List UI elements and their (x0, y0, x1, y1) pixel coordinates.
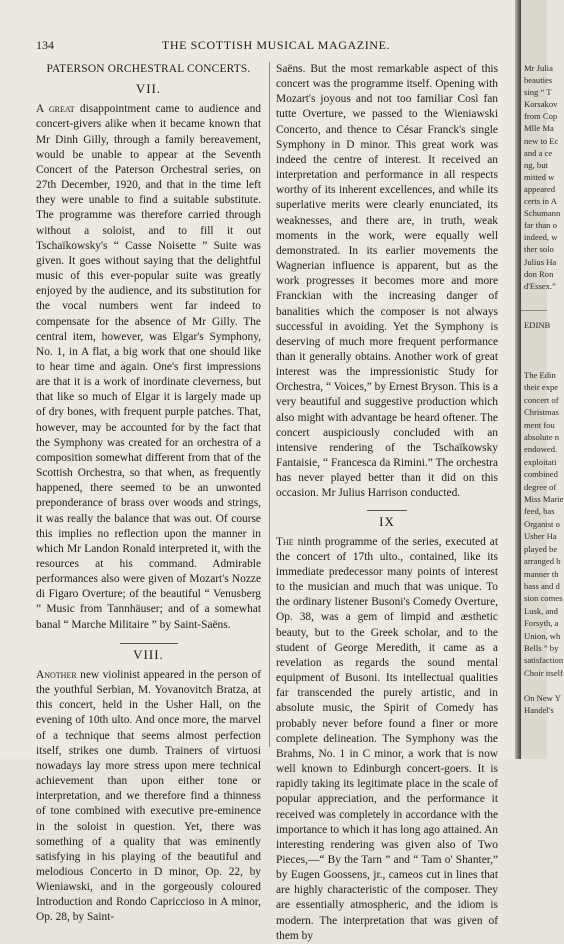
left-column (36, 62, 261, 926)
adjacent-page-line: endowed. (524, 444, 558, 455)
adjacent-page-line: Christmas (524, 407, 559, 418)
adjacent-page-line: Bells ” by (524, 642, 559, 653)
adjacent-page-line: feed, bas (524, 506, 555, 517)
section-number-viii: VIII. (133, 646, 164, 662)
adjacent-page-line (524, 679, 564, 691)
adjacent-page-line: arranged b (524, 556, 561, 567)
adjacent-page-line: absolute n (524, 432, 560, 443)
adjacent-page-line: Korsakov (524, 99, 558, 110)
adjacent-page-edge (521, 0, 564, 759)
section-number-vii: VII. (135, 81, 162, 97)
adjacent-page-text-top (524, 62, 564, 292)
lead-in-viii: Another (36, 668, 77, 681)
adjacent-page-line: ng, but (524, 159, 548, 170)
adjacent-page-heading: EDINB (524, 320, 551, 330)
adjacent-page-line: new to Ec (524, 135, 559, 146)
adjacent-page-line: manner th (524, 568, 559, 579)
adjacent-page-line: far than o (524, 220, 557, 231)
page-number: 134 (36, 38, 54, 52)
lead-in-vii: A great (36, 103, 75, 116)
adjacent-page-line: Schumann (524, 208, 561, 219)
section-number-ix: IX (379, 513, 395, 529)
adjacent-page-line: certs in A (524, 196, 557, 207)
adjacent-page-line: Organist o (524, 518, 560, 529)
adjacent-page-line: Handel's (524, 704, 554, 715)
adjacent-page-rule (521, 310, 547, 311)
adjacent-page-line: Usher Ha (524, 531, 557, 542)
paragraph-viii-continued: Saëns. But the most remarkable aspect of this concert was the programme itself. Opening with Mozart's joyous and not too familiar Così fan tutte Overture, we passed to the Wieniawski Concerto, and thence to César Franck's single Symphony in D minor. This great work was indeed the centre of interest. It received an interpretation and performance in all respects worthy of its inherent excellences, and while its superlative merits were clearly enunciated, its weaknesses, and there are, in truth, weak moments in the work, were equally well demonstrated. In its earlier movements the Wagnerian influence is apparent, but as the work progresses it becomes more and more Franckian with the increasing danger of banalities which the composer is not always successful in avoiding. Yet the Symphony is deserving of much more frequent performance than it generally obtains. Another work of great interest was the impressionistic Study for Orchestra, “ Voices,” by Ernest Bryson. This is a very beautiful and suggestive production which also might with advantage be heard oftener. The concert auspiciously concluded with an intensive rendering of the Tschaïkowsky Fantaisie, “ Francesca da Rimini.” The orchestra has never played better than it did on this occasion. Mr Julius Harrison conducted. (276, 63, 498, 500)
adjacent-page-line: bass and d (524, 580, 560, 591)
adjacent-page-line: The Edin (524, 370, 556, 380)
adjacent-page-line: concert of (524, 394, 559, 405)
lead-in-ix: The (276, 535, 294, 548)
adjacent-page-line: degree of (524, 481, 557, 492)
paragraph-viii (36, 668, 261, 926)
adjacent-page-line: Mr Julia (524, 63, 553, 73)
adjacent-page-line: ment fou (524, 419, 555, 430)
adjacent-page-line: sion comes (524, 593, 563, 604)
adjacent-page-line: sing “ T (524, 87, 552, 98)
paragraph-vii-text: disappointment came to audience and concert-givers alike when it became known that Mr Dinh Gilly, through a family bereavement, would be unable to appear at the Seventh Concert of the Paterson Orchestral series, on 27th December, 1920, and that in the time left they were unable to find a suitable substitute. The programme was therefore carried through without a soloist, and to fill it out Tschaïkowsky's “ Casse Noisette ” Suite was given. It goes without saying that the delightful music of this ever-popular suite was greatly enjoyed by the audience, and its substitution for the vocal numbers went far indeed to compensate for the absence of Mr Gilly. The central item, however, was Elgar's Symphony, No. 1, in A flat, a big work that one should like to hear time and again. One's first impressions are that it is a work of inordinate cleverness, but that like so much of Elgar it is largely made up of dry bones, with frequent purple patches. That, however, may be accounted for by the fact that the Symphony was created for an orchestra of a composition somewhat different from that of the Scottish Orchestra, so that when, as frequently happened, there seemed to be an unwonted preponderance of brass over woods and strings, it was really the balance that was out. Of course this implies no reflection upon the manner in which Mr Landon Ronald interpreted it, with the resources at his command. Admirable performances also were given of Mozart's Nozze di Figaro Overture; of the beautiful “ Venusberg ” Music from Tannhäuser; and of a somewhat banal “ Marche Militaire ” by Saint-Saëns. (36, 103, 261, 631)
section-divider (120, 643, 178, 644)
adjacent-page-line: appeared (524, 183, 556, 194)
paragraph-ix-text: ninth programme of the series, executed at the concert of 17th ulto., contained, like its immediate predecessor many points of interest to the musician and much that was unique. To the ordinary listener Busoni's Comedy Overture, Op. 38, was a gem of limpid and æsthetic beauty, but to the Greek scholar, and to the student of George Meredith, it came as a revelation as regards the sound mental equipment of Busoni. Its intellectual qualities far transcended the purely artistic, and in absolute music, the Spirit of Comedy has probably never before found a finer or more complete delineation. The Symphony was the Brahms, No. 1 in C minor, a work that is now well known to Edinburgh concert-goers. It is rapidly taking its legitimate place in the scale of popular appreciation, and the performance it received was completely in accordance with the importance to which it has long ago attained. An interesting rendering was given also of Two Pieces,—“ By the Tarn ” and “ Tam o' Shanter,” by Eugen Goossens, jr., cameos cut in lines that are highly characteristic of the composer. They are essentially atmospheric, and the idiom is modern. The interpretation that was given of them by (276, 535, 498, 942)
adjacent-page-line: Miss Marie (524, 494, 564, 505)
adjacent-page-line: beauties (524, 75, 553, 86)
section-divider (367, 510, 407, 511)
adjacent-page-line: don Ron (524, 268, 554, 279)
paragraph-vii (36, 102, 261, 632)
adjacent-page-line: Union, wh (524, 630, 561, 641)
page-header (36, 38, 492, 54)
adjacent-page-line: from Cop (524, 111, 558, 122)
adjacent-page-text-bottom (524, 369, 564, 716)
adjacent-page-line: combined (524, 469, 558, 480)
adjacent-page-line: satisfaction (524, 655, 564, 666)
adjacent-page-line: d'Essex.” (524, 280, 556, 291)
adjacent-page-line: indeed, w (524, 232, 558, 243)
adjacent-page-line: Forsyth, a (524, 618, 559, 629)
adjacent-page-line: their expe (524, 382, 559, 393)
adjacent-page-line: played be (524, 543, 558, 554)
running-title: THE SCOTTISH MUSICAL MAGAZINE. (161, 38, 391, 52)
right-column (276, 62, 498, 944)
adjacent-page-line: and a ce (524, 147, 553, 158)
adjacent-page-line: On New Y (524, 692, 561, 703)
paragraph-ix (276, 535, 498, 944)
adjacent-page-line: Mlle Ma (524, 123, 554, 134)
adjacent-page-line: Julius Ha (524, 256, 557, 267)
adjacent-page-line: mitted w (524, 171, 555, 182)
paragraph-viii-text: new violinist appeared in the person of the youthful Serbian, M. Yovanovitch Bratza, at this concert, held in the Usher Hall, on the evening of 10th ulto. And once more, the marvel of a technique that seems almost perfection itself, strikes one dumb. Trainers of virtuosi nowadays lay more stress upon mere technical achievement than upon either tone or interpretation, and we therefore find a thinness of tone combined with executive pre-eminence in the soloist in question. Yet, there was something of a quality that was eminently satisfying in his playing of the beautiful and melodious Concerto in D minor, Op. 22, by Wieniawski, and in the gorgeously coloured Introduction and Rondo Capriccioso in A minor, Op. 28, by Saint- (36, 668, 261, 924)
column-divider (269, 62, 270, 747)
adjacent-page-line: Choir itself (524, 667, 563, 678)
adjacent-page-line: exploitati (524, 456, 557, 467)
adjacent-page-line: ther solo (524, 244, 554, 255)
article-heading: PATERSON ORCHESTRAL CONCERTS. (46, 63, 251, 75)
adjacent-page-line: Lusk, and (524, 605, 558, 616)
